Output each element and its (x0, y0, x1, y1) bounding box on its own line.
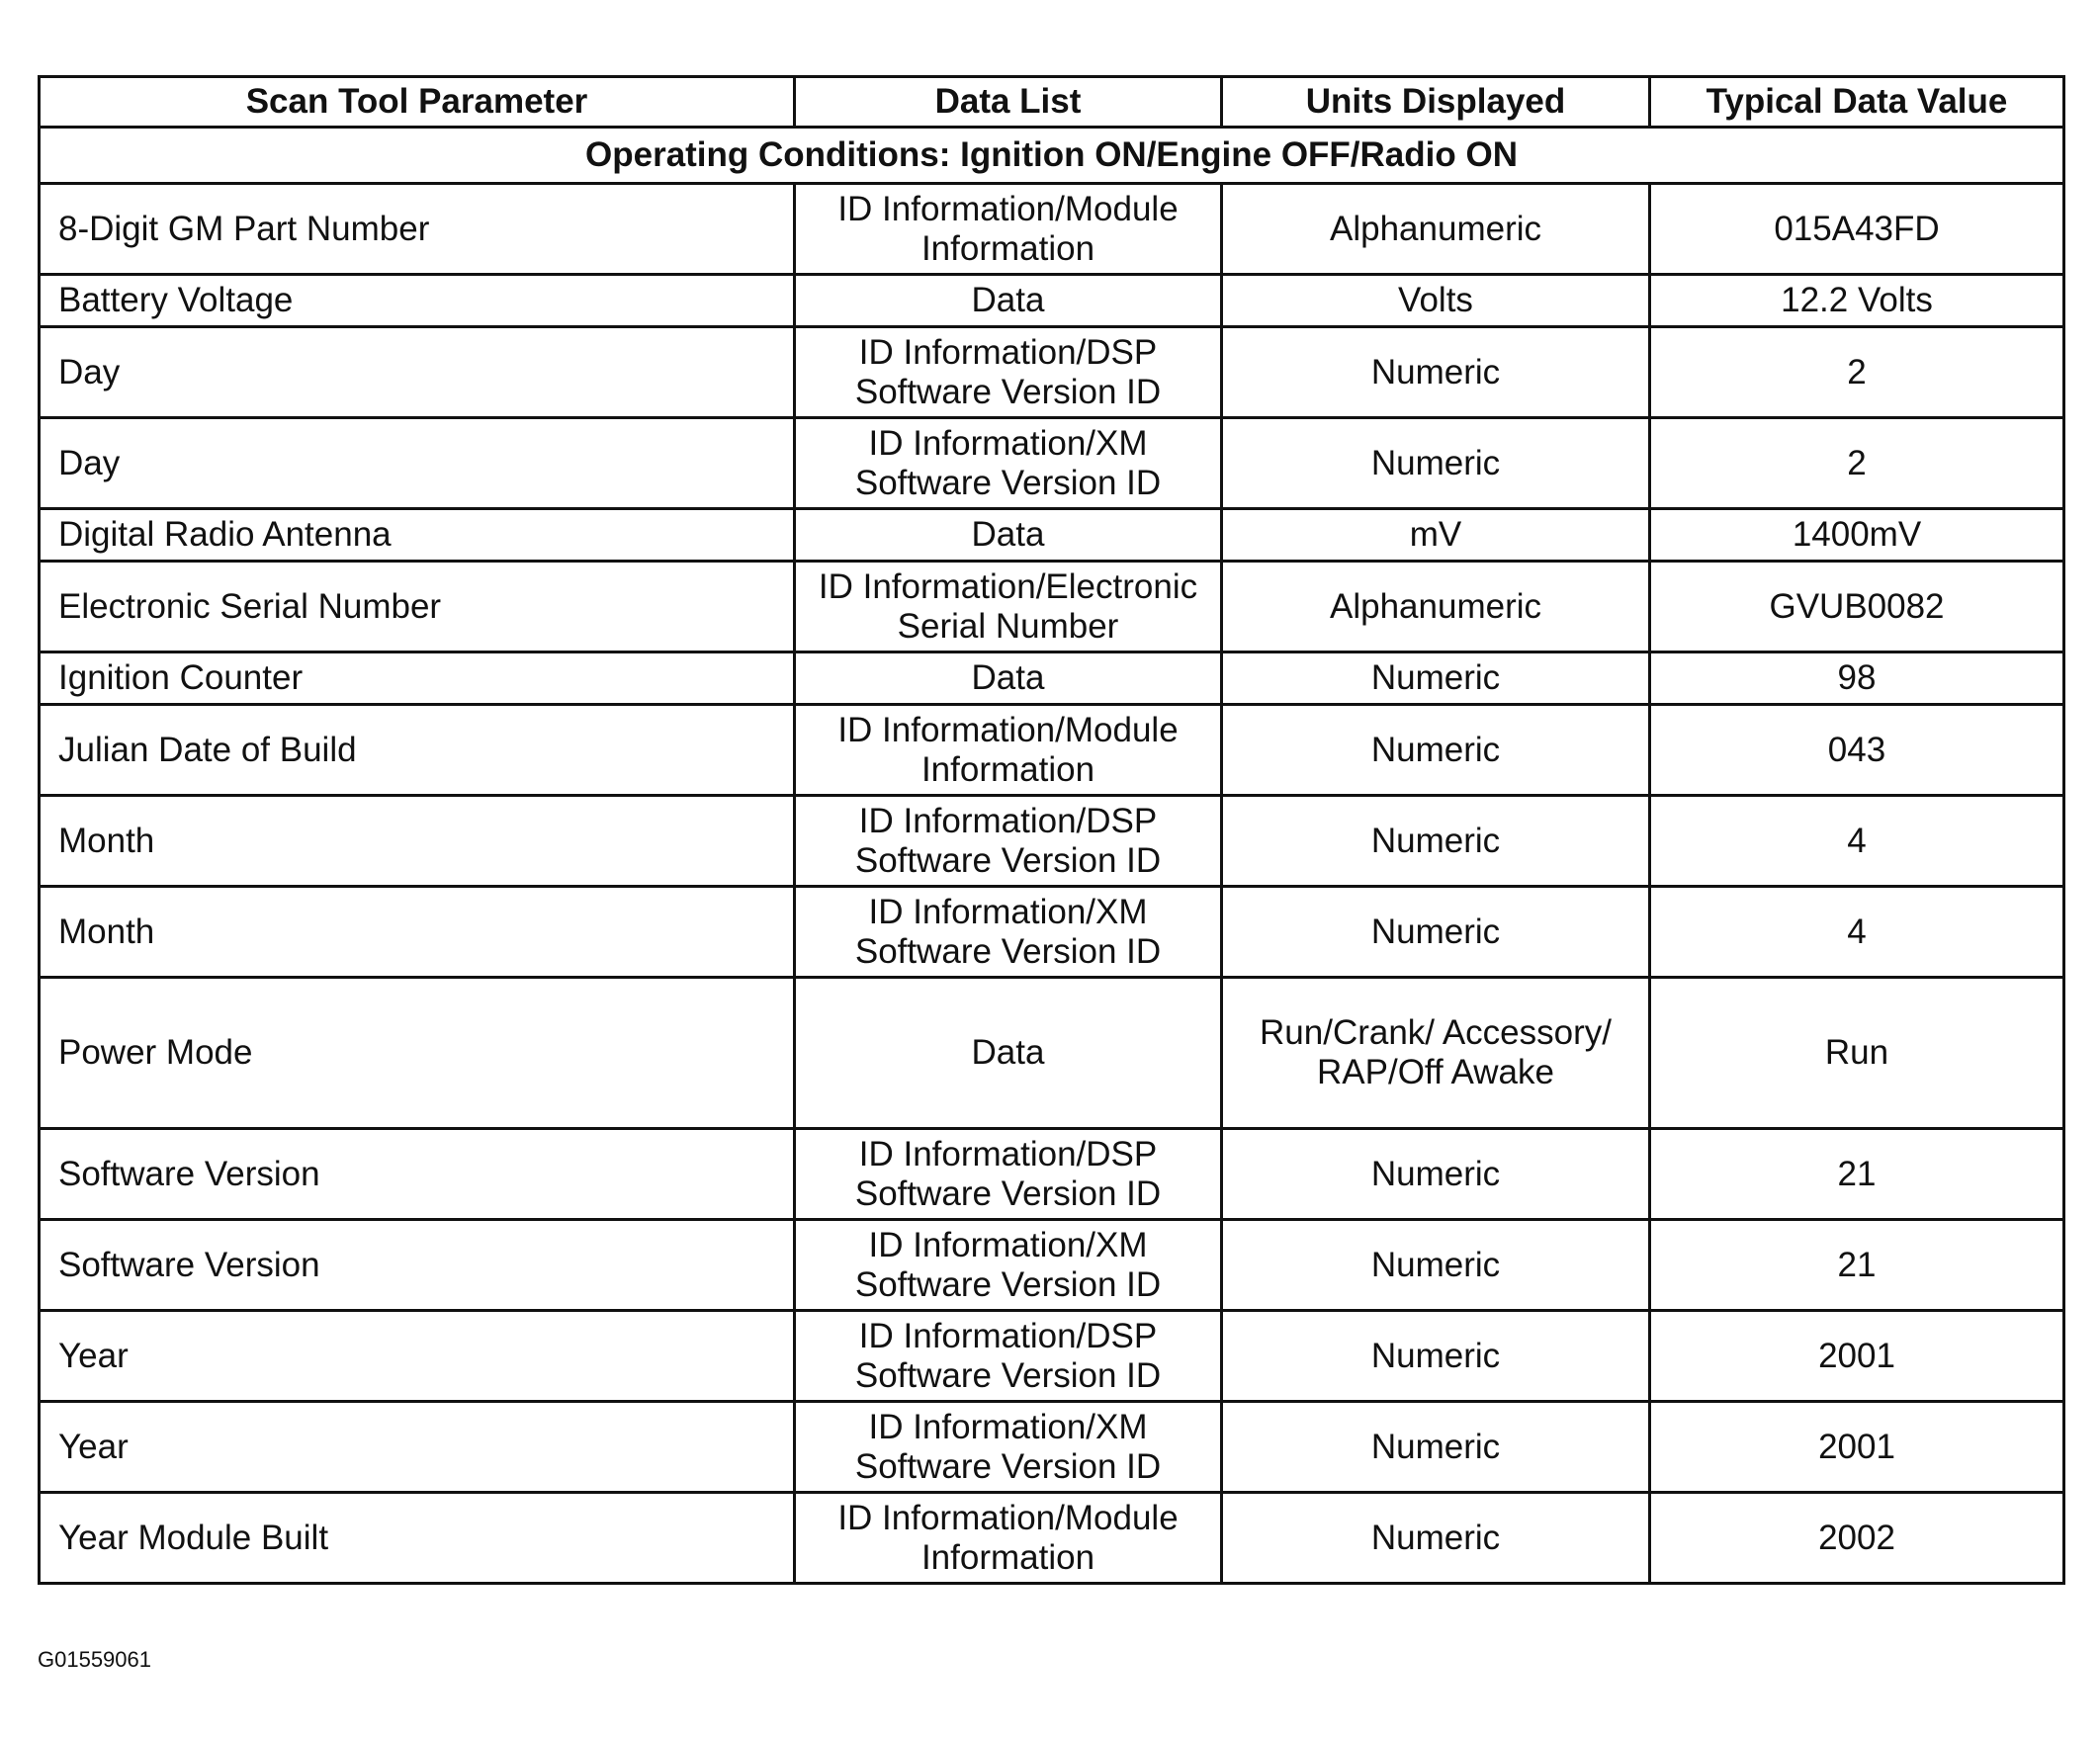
header-data-list: Data List (795, 77, 1222, 128)
scan-tool-data-table (38, 75, 2065, 1585)
typical-value-cell: 043 (1650, 705, 2064, 796)
typical-value-cell: 98 (1650, 652, 2064, 705)
typical-value-cell: 2001 (1650, 1402, 2064, 1493)
table-row (40, 1493, 2064, 1584)
units-cell: Numeric (1222, 705, 1650, 796)
parameter-cell: Battery Voltage (40, 275, 795, 327)
data-list-cell: ID Information/DSP Software Version ID (795, 1129, 1222, 1220)
table-row (40, 275, 2064, 327)
typical-value-cell: GVUB0082 (1650, 562, 2064, 652)
parameter-cell: Software Version (40, 1129, 795, 1220)
table-row (40, 652, 2064, 705)
data-list-cell: ID Information/XM Software Version ID (795, 887, 1222, 978)
parameter-cell: Day (40, 418, 795, 509)
units-cell: Numeric (1222, 652, 1650, 705)
units-cell: Numeric (1222, 327, 1650, 418)
operating-conditions: Operating Conditions: Ignition ON/Engine OFF/Radio ON (40, 128, 2064, 184)
table-row (40, 509, 2064, 562)
parameter-cell: Julian Date of Build (40, 705, 795, 796)
table-header-row (40, 77, 2064, 128)
typical-value-cell: 21 (1650, 1220, 2064, 1311)
data-list-cell: ID Information/DSP Software Version ID (795, 796, 1222, 887)
units-cell: Numeric (1222, 796, 1650, 887)
units-cell: Numeric (1222, 1402, 1650, 1493)
parameter-cell: Year (40, 1311, 795, 1402)
table-row (40, 796, 2064, 887)
typical-value-cell: 21 (1650, 1129, 2064, 1220)
parameter-cell: Month (40, 887, 795, 978)
parameter-cell: Electronic Serial Number (40, 562, 795, 652)
parameter-cell: Power Mode (40, 978, 795, 1129)
table-row (40, 978, 2064, 1129)
table-row (40, 184, 2064, 275)
table-row (40, 327, 2064, 418)
header-scan-tool-parameter: Scan Tool Parameter (40, 77, 795, 128)
units-cell: mV (1222, 509, 1650, 562)
data-list-cell: ID Information/XM Software Version ID (795, 1402, 1222, 1493)
parameter-cell: 8-Digit GM Part Number (40, 184, 795, 275)
data-list-cell: ID Information/DSP Software Version ID (795, 1311, 1222, 1402)
table-row (40, 1129, 2064, 1220)
typical-value-cell: 2 (1650, 418, 2064, 509)
units-cell: Numeric (1222, 1493, 1650, 1584)
operating-conditions-row (40, 128, 2064, 184)
units-cell: Alphanumeric (1222, 562, 1650, 652)
table-row (40, 887, 2064, 978)
table-row (40, 705, 2064, 796)
typical-value-cell: 2001 (1650, 1311, 2064, 1402)
data-list-cell: Data (795, 275, 1222, 327)
parameter-cell: Ignition Counter (40, 652, 795, 705)
parameter-cell: Software Version (40, 1220, 795, 1311)
units-cell: Numeric (1222, 887, 1650, 978)
header-typical-data-value: Typical Data Value (1650, 77, 2064, 128)
table-row (40, 1311, 2064, 1402)
units-cell: Numeric (1222, 418, 1650, 509)
data-list-cell: ID Information/Electronic Serial Number (795, 562, 1222, 652)
header-units-displayed: Units Displayed (1222, 77, 1650, 128)
units-cell: Numeric (1222, 1311, 1650, 1402)
typical-value-cell: 12.2 Volts (1650, 275, 2064, 327)
data-list-cell: ID Information/Module Information (795, 184, 1222, 275)
parameter-cell: Day (40, 327, 795, 418)
data-list-cell: ID Information/DSP Software Version ID (795, 327, 1222, 418)
table-row (40, 1402, 2064, 1493)
typical-value-cell: 2002 (1650, 1493, 2064, 1584)
parameter-cell: Year (40, 1402, 795, 1493)
units-cell: Volts (1222, 275, 1650, 327)
typical-value-cell: 1400mV (1650, 509, 2064, 562)
units-cell: Alphanumeric (1222, 184, 1650, 275)
parameter-cell: Month (40, 796, 795, 887)
units-cell: Run/Crank/ Accessory/ RAP/Off Awake (1222, 978, 1650, 1129)
typical-value-cell: 4 (1650, 887, 2064, 978)
typical-value-cell: 2 (1650, 327, 2064, 418)
table-row (40, 418, 2064, 509)
typical-value-cell: Run (1650, 978, 2064, 1129)
parameter-cell: Year Module Built (40, 1493, 795, 1584)
data-list-cell: ID Information/XM Software Version ID (795, 418, 1222, 509)
typical-value-cell: 015A43FD (1650, 184, 2064, 275)
data-list-cell: ID Information/XM Software Version ID (795, 1220, 1222, 1311)
data-list-cell: ID Information/Module Information (795, 1493, 1222, 1584)
units-cell: Numeric (1222, 1220, 1650, 1311)
data-list-cell: Data (795, 978, 1222, 1129)
data-list-cell: ID Information/Module Information (795, 705, 1222, 796)
data-list-cell: Data (795, 652, 1222, 705)
units-cell: Numeric (1222, 1129, 1650, 1220)
data-list-cell: Data (795, 509, 1222, 562)
table-row (40, 1220, 2064, 1311)
figure-id: G01559061 (38, 1647, 151, 1672)
table-row (40, 562, 2064, 652)
typical-value-cell: 4 (1650, 796, 2064, 887)
parameter-cell: Digital Radio Antenna (40, 509, 795, 562)
